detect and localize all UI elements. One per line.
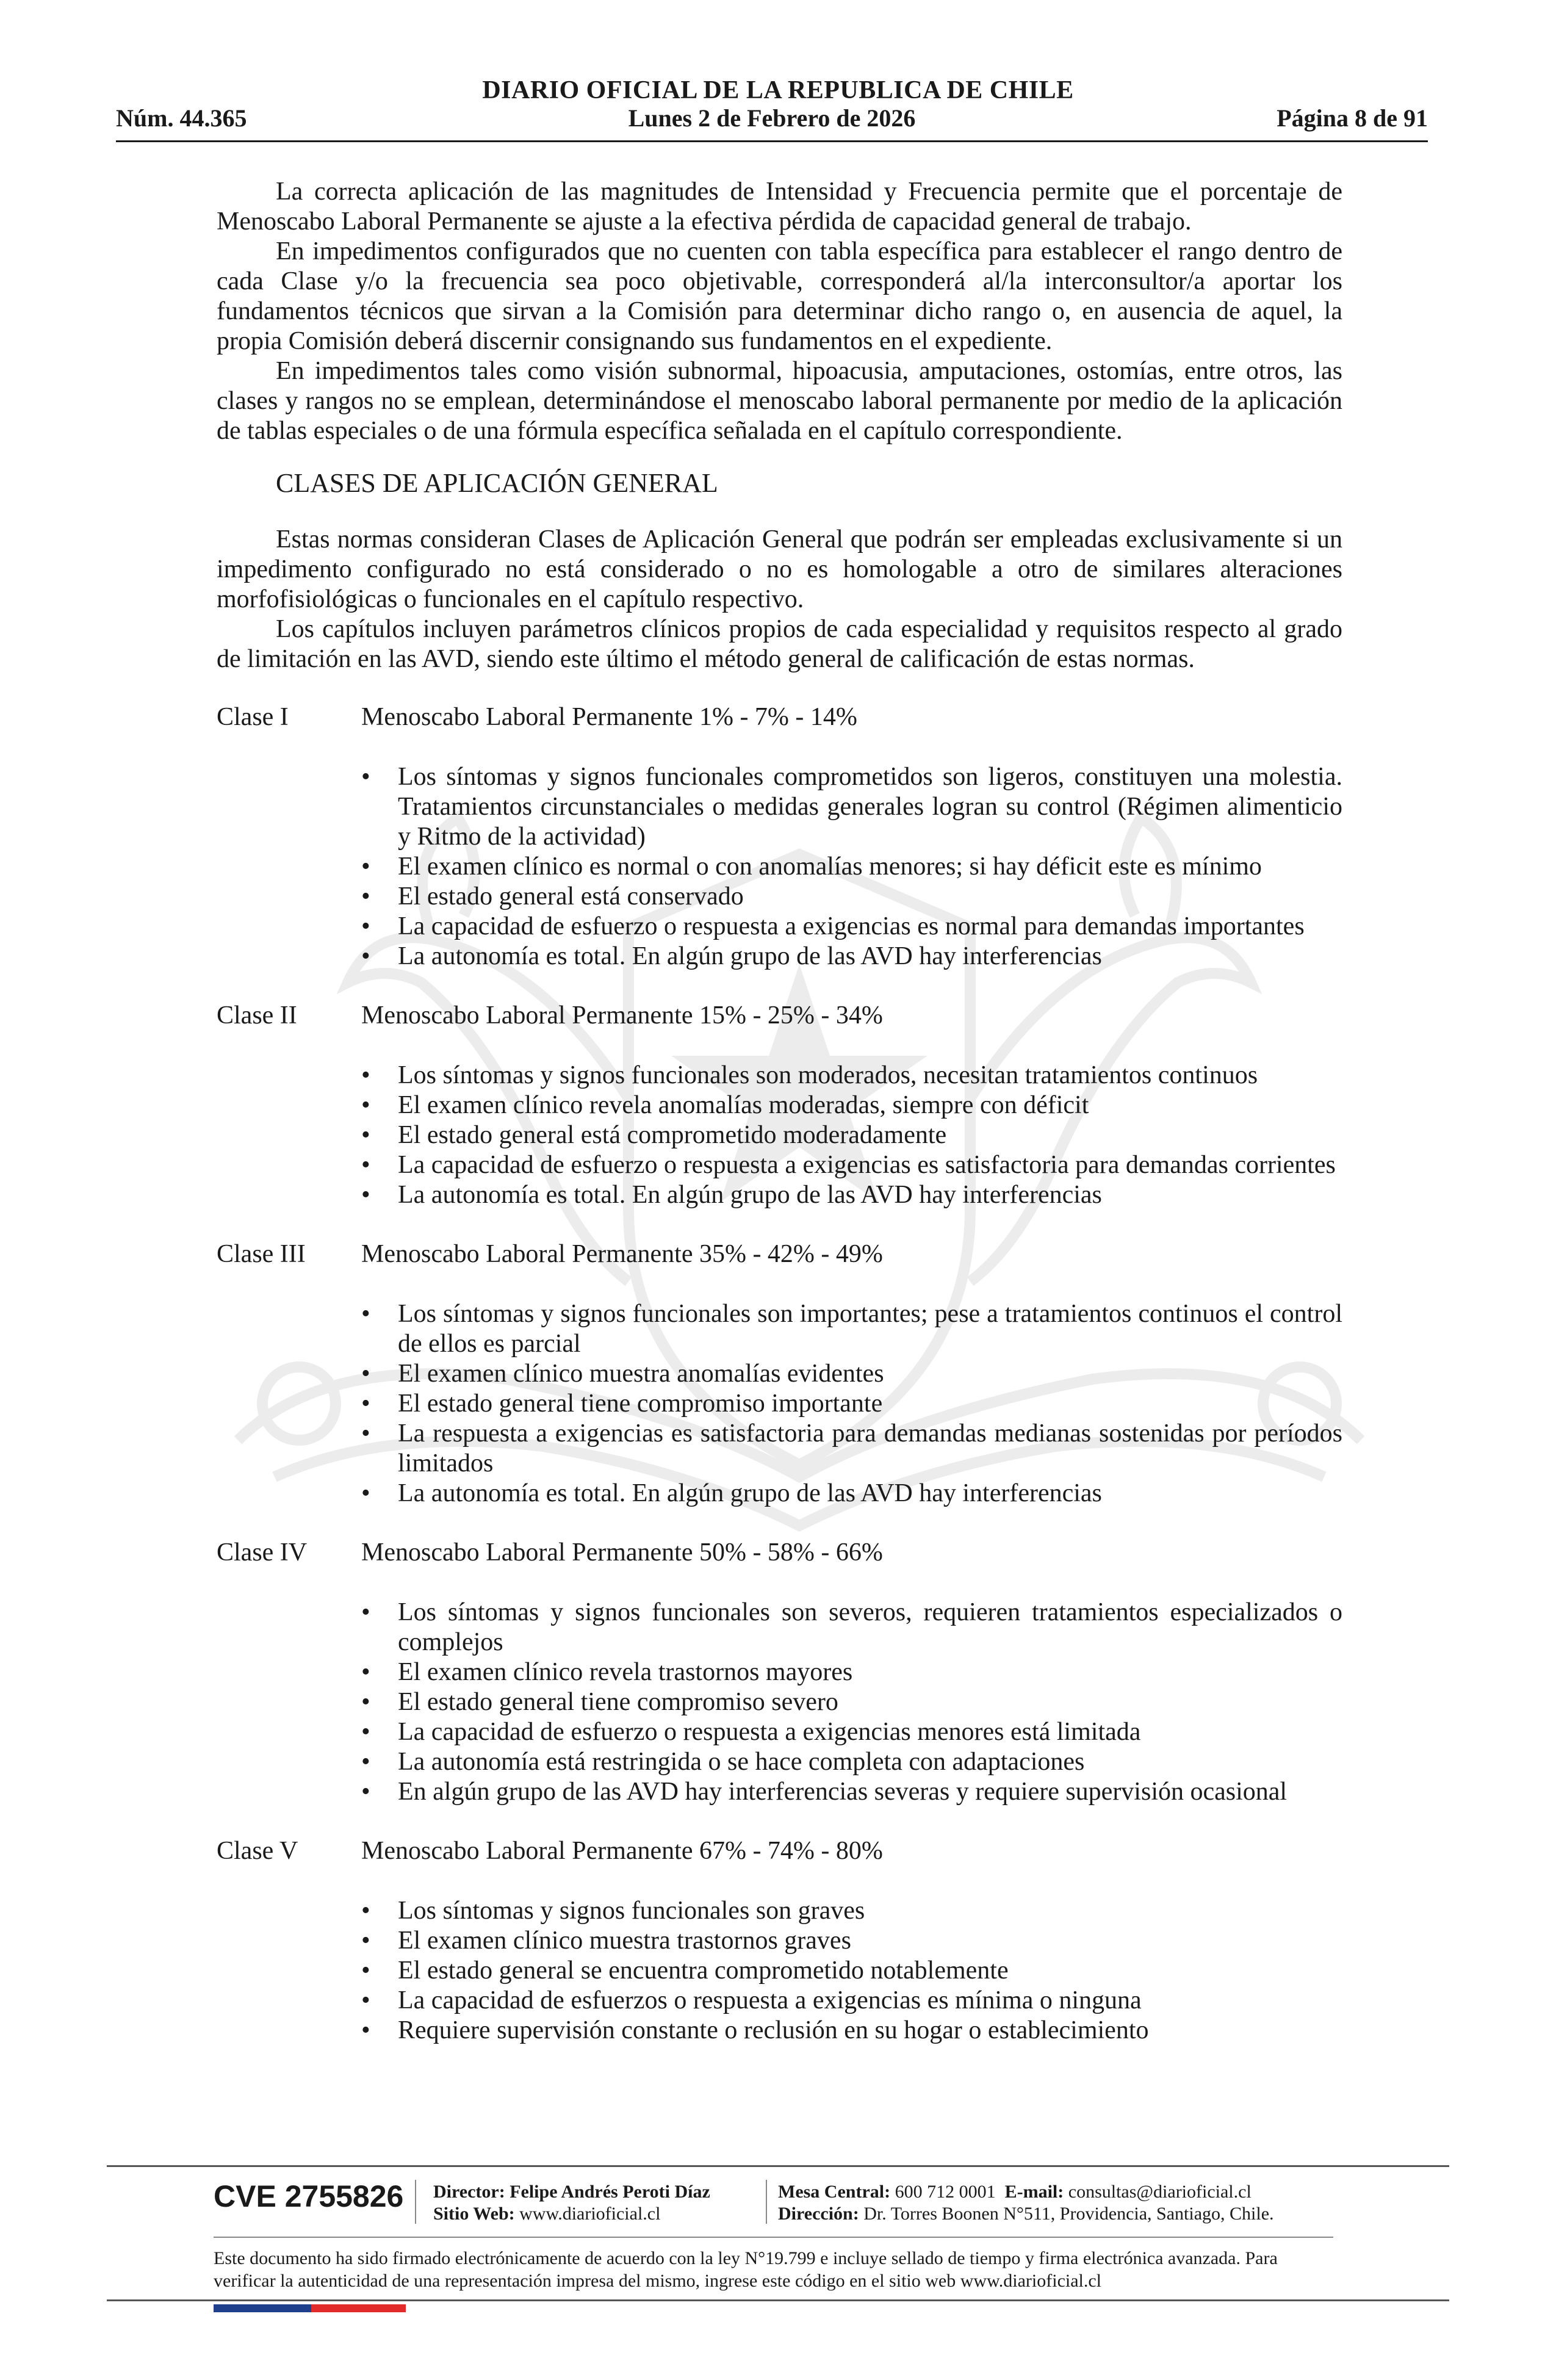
list-item: [217, 912, 1342, 942]
intro-paragraph: La correcta aplicación de las magnitudes de Intensidad y Frecuencia permite que el porcentaje de Menoscabo Laboral Permanente se ajuste a la efectiva pérdida de capacidad general de trabajo.: [217, 178, 1342, 236]
clase-heading: [217, 1001, 1342, 1031]
list-item: [217, 942, 1342, 972]
issue-number: Núm. 44.365: [116, 104, 247, 132]
bullet-icon: •: [361, 942, 370, 970]
list-item: [217, 1687, 1342, 1717]
director-label: Director:: [433, 2182, 505, 2202]
site-link[interactable]: www.diarioficial.cl: [519, 2204, 661, 2224]
bullet-icon: •: [361, 763, 370, 791]
list-item-text: La respuesta a exigencias es satisfactoria para demandas medianas sostenidas por períodos limitados: [398, 1419, 1342, 1477]
site-label: Sitio Web:: [433, 2204, 515, 2224]
list-item-text: La capacidad de esfuerzo o respuesta a exigencias es normal para demandas importantes: [398, 912, 1305, 940]
email-label: E-mail:: [1004, 2182, 1064, 2202]
clase-percentage: Menoscabo Laboral Permanente 50% - 58% - 66%: [361, 1538, 883, 1567]
footer-separator: [415, 2180, 416, 2224]
mesa-phone: 600 712 0001: [895, 2182, 996, 2202]
footer-separator: [766, 2180, 767, 2224]
bullet-icon: •: [361, 882, 370, 911]
intro-paragraph: En impedimentos configurados que no cuenten con tabla específica para establecer el rango dentro de cada Clase y/o la frecuencia sea poco objetivable, corresponderá al/la interconsultor/a aportar los fundamentos técnicos que sirvan a la Comisión para determinar dicho rango o, en ausencia de aquel, la propia Comisión deberá discernir consignando sus fundamentos en el expediente.: [217, 237, 1342, 355]
list-item-text: El estado general tiene compromiso importante: [398, 1390, 883, 1418]
clase-criteria-list: [217, 1896, 1342, 2046]
page-number: Página 8 de 91: [1277, 104, 1428, 132]
list-item: [217, 1986, 1342, 2016]
list-item: [217, 1657, 1342, 1687]
list-item-text: Los síntomas y signos funcionales son severos, requieren tratamientos especializados o complejos: [398, 1598, 1342, 1656]
clase-criteria-list: [217, 1299, 1342, 1509]
bullet-icon: •: [361, 1181, 370, 1209]
clase-label: Clase III: [217, 1240, 306, 1268]
direccion-label: Dirección:: [778, 2204, 859, 2224]
header-row: [116, 104, 1428, 138]
clase-heading: [217, 1538, 1342, 1568]
list-item: [217, 1061, 1342, 1091]
bullet-icon: •: [361, 1897, 370, 1925]
list-item: [217, 1389, 1342, 1419]
bullet-icon: •: [361, 1956, 370, 1985]
bullet-icon: •: [361, 1390, 370, 1418]
bullet-icon: •: [361, 1121, 370, 1149]
header-divider: [116, 140, 1428, 142]
legal-notice: Este documento ha sido firmado electrónicamente de acuerdo con la ley N°19.799 e incluye sellado de tiempo y firma electrónica avanzada. Para verificar la autenticidad de una representación impresa del mismo, ingrese este código en el sitio web www.diarioficial.cl: [214, 2248, 1278, 2291]
list-item-text: La capacidad de esfuerzo o respuesta a exigencias es satisfactoria para demandas corrientes: [398, 1151, 1336, 1179]
bullet-icon: •: [361, 1658, 370, 1686]
clase-label: Clase I: [217, 703, 289, 731]
list-item: [217, 1091, 1342, 1120]
list-item: [217, 1359, 1342, 1389]
clase-block: [217, 1836, 1342, 2046]
clase-block: [217, 702, 1342, 972]
list-item: [217, 1777, 1342, 1807]
bullet-icon: •: [361, 1598, 370, 1626]
list-item: [217, 762, 1342, 852]
list-item-text: La capacidad de esfuerzos o respuesta a exigencias es mínima o ninguna: [398, 1986, 1142, 2014]
issue-date: Lunes 2 de Febrero de 2026: [628, 104, 916, 132]
bullet-icon: •: [361, 853, 370, 881]
list-item-text: La autonomía es total. En algún grupo de las AVD hay interferencias: [398, 1479, 1102, 1507]
bullet-icon: •: [361, 1479, 370, 1507]
bullet-icon: •: [361, 1986, 370, 2014]
flag-stripe-blue: [214, 2304, 311, 2312]
intro-paragraph: En impedimentos tales como visión subnormal, hipoacusia, amputaciones, ostomías, entre otros, las clases y rangos no se emplean, determinándose el menoscabo laboral permanente por medio de la aplicación de tablas especiales o de una fórmula específica señalada en el capítulo correspondiente.: [217, 357, 1342, 445]
list-item-text: Los síntomas y signos funcionales son moderados, necesitan tratamientos continuos: [398, 1061, 1258, 1089]
clase-block: [217, 1538, 1342, 1807]
direccion-value: Dr. Torres Boonen N°511, Providencia, Santiago, Chile.: [863, 2204, 1274, 2224]
bullet-icon: •: [361, 1091, 370, 1119]
newspaper-title: DIARIO OFICIAL DE LA REPUBLICA DE CHILE: [482, 76, 1074, 104]
cve-code: CVE 2755826: [214, 2179, 404, 2213]
list-item: [217, 1956, 1342, 1986]
clase-label: Clase IV: [217, 1538, 308, 1567]
mesa-label: Mesa Central:: [778, 2182, 891, 2202]
flag-stripe-red: [311, 2304, 406, 2312]
list-item-text: Requiere supervisión constante o reclusión en su hogar o establecimiento: [398, 2016, 1149, 2044]
list-item: [217, 1419, 1342, 1479]
list-item: [217, 1747, 1342, 1777]
list-item: [217, 1717, 1342, 1747]
bullet-icon: •: [361, 1151, 370, 1179]
list-item-text: Los síntomas y signos funcionales son graves: [398, 1897, 865, 1925]
list-item-text: El estado general está conservado: [398, 882, 744, 911]
list-item: [217, 1120, 1342, 1150]
clase-label: Clase II: [217, 1001, 297, 1030]
list-item-text: El examen clínico es normal o con anomalías menores; si hay déficit este es mínimo: [398, 853, 1262, 881]
director-name: Felipe Andrés Peroti Díaz: [510, 2182, 710, 2202]
bullet-icon: •: [361, 1927, 370, 1955]
section-paragraph: Estas normas consideran Clases de Aplicación General que podrán ser empleadas exclusivamente si un impedimento configurado no está considerado o no es homologable a otro de similares alteraciones morfofisiológicas o funcionales en el capítulo respectivo.: [217, 525, 1342, 613]
footer-contact-block: [778, 2181, 1274, 2225]
clase-percentage: Menoscabo Laboral Permanente 15% - 25% - 34%: [361, 1001, 883, 1030]
list-item-text: El estado general se encuentra comprometido notablemente: [398, 1956, 1009, 1985]
list-item-text: El examen clínico revela trastornos mayores: [398, 1658, 853, 1686]
bullet-icon: •: [361, 1061, 370, 1089]
bullet-icon: •: [361, 2016, 370, 2044]
clase-heading: [217, 1239, 1342, 1269]
list-item-text: El examen clínico muestra anomalías evidentes: [398, 1360, 884, 1388]
list-item: [217, 1479, 1342, 1509]
list-item: [217, 1926, 1342, 1956]
section-title: CLASES DE APLICACIÓN GENERAL: [276, 468, 718, 498]
clase-label: Clase V: [217, 1837, 298, 1865]
clase-criteria-list: [217, 762, 1342, 972]
list-item-text: El estado general tiene compromiso severo: [398, 1688, 838, 1716]
list-item-text: En algún grupo de las AVD hay interferencias severas y requiere supervisión ocasional: [398, 1778, 1288, 1806]
bullet-icon: •: [361, 1419, 370, 1448]
footer-divider-top: [107, 2165, 1449, 2167]
bullet-icon: •: [361, 1718, 370, 1746]
main-content: [217, 177, 1342, 2075]
clase-block: [217, 1239, 1342, 1509]
bullet-icon: •: [361, 1748, 370, 1776]
clase-block: [217, 1001, 1342, 1210]
clase-criteria-list: [217, 1598, 1342, 1807]
list-item: [217, 2016, 1342, 2046]
clase-criteria-list: [217, 1061, 1342, 1210]
list-item: [217, 852, 1342, 882]
clase-heading: [217, 702, 1342, 732]
footer-divider-middle: [214, 2237, 1333, 2238]
email-link[interactable]: consultas@diarioficial.cl: [1068, 2182, 1252, 2202]
list-item: [217, 882, 1342, 912]
list-item-text: Los síntomas y signos funcionales son importantes; pese a tratamientos continuos el control de ellos es parcial: [398, 1300, 1342, 1358]
clase-percentage: Menoscabo Laboral Permanente 67% - 74% - 80%: [361, 1837, 883, 1865]
list-item-text: El estado general está comprometido moderadamente: [398, 1121, 947, 1149]
list-item-text: El examen clínico revela anomalías moderadas, siempre con déficit: [398, 1091, 1089, 1119]
list-item: [217, 1896, 1342, 1926]
bullet-icon: •: [361, 1300, 370, 1328]
list-item-text: La autonomía es total. En algún grupo de las AVD hay interferencias: [398, 942, 1102, 970]
list-item-text: Los síntomas y signos funcionales comprometidos son ligeros, constituyen una molestia. Tratamientos circunstanciales o medidas generales logran su control (Régimen alimenticio y Ritmo de la actividad): [398, 763, 1342, 851]
bullet-icon: •: [361, 1360, 370, 1388]
clase-percentage: Menoscabo Laboral Permanente 35% - 42% - 49%: [361, 1240, 883, 1268]
bullet-icon: •: [361, 1778, 370, 1806]
bullet-icon: •: [361, 912, 370, 940]
list-item: [217, 1299, 1342, 1359]
bullet-icon: •: [361, 1688, 370, 1716]
list-item: [217, 1180, 1342, 1210]
footer-divider-bottom: [107, 2299, 1449, 2301]
list-item: [217, 1598, 1342, 1657]
list-item-text: El examen clínico muestra trastornos graves: [398, 1927, 851, 1955]
clase-percentage: Menoscabo Laboral Permanente 1% - 7% - 14%: [361, 703, 857, 731]
list-item-text: La capacidad de esfuerzo o respuesta a exigencias menores está limitada: [398, 1718, 1141, 1746]
footer-director-block: [433, 2181, 710, 2225]
classes-list: [217, 702, 1342, 2046]
list-item: [217, 1150, 1342, 1180]
section-paragraph: Los capítulos incluyen parámetros clínicos propios de cada especialidad y requisitos respecto al grado de limitación en las AVD, siendo este último el método general de calificación de estas normas.: [217, 615, 1342, 673]
clase-heading: [217, 1836, 1342, 1866]
list-item-text: La autonomía es total. En algún grupo de las AVD hay interferencias: [398, 1181, 1102, 1209]
list-item-text: La autonomía está restringida o se hace completa con adaptaciones: [398, 1748, 1085, 1776]
